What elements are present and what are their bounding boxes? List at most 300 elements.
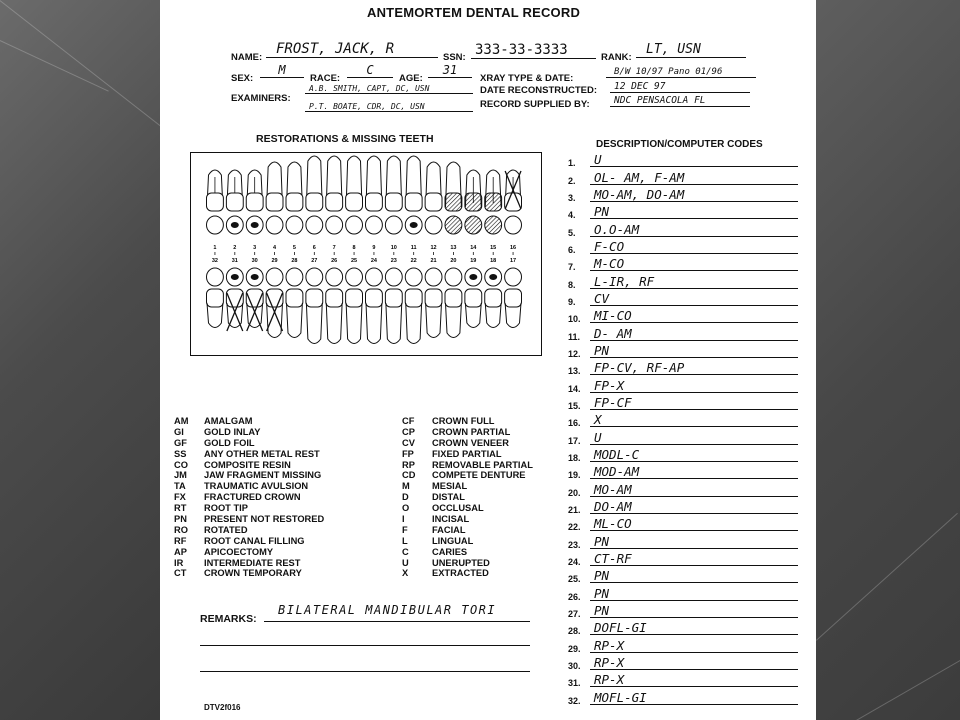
code-number: 26.	[568, 591, 581, 602]
upper-tooth-number: 15	[490, 245, 497, 251]
legend-row	[402, 525, 533, 536]
legend-row	[174, 525, 324, 536]
legend-code: X	[402, 568, 409, 579]
legend-code: CV	[402, 437, 415, 448]
code-value: OL- AM, F-AM	[594, 169, 685, 185]
legend-description: DISTAL	[432, 492, 465, 503]
code-value: M-CO	[594, 256, 625, 272]
legend-code: JM	[174, 470, 187, 481]
lower-tooth-number: 31	[231, 258, 238, 264]
upper-tooth-number: 4	[273, 245, 277, 251]
record-supplied-label: RECORD SUPPLIED BY:	[480, 99, 590, 110]
upper-tooth-number: 5	[292, 245, 296, 251]
lower-tooth-number: 17	[510, 258, 517, 264]
code-number: 2.	[568, 175, 576, 186]
legend-description: CARIES	[432, 546, 468, 557]
upper-tooth	[385, 156, 402, 234]
code-value: FP-X	[594, 377, 625, 393]
upper-tooth-number: 12	[430, 245, 437, 251]
legend-row	[402, 492, 533, 503]
code-row	[568, 689, 798, 706]
code-value: RP-X	[594, 655, 625, 671]
code-value: DOFL-GI	[594, 620, 647, 636]
race-value: C	[347, 63, 393, 78]
code-number: 3.	[568, 192, 576, 203]
legend-description: INTERMEDIATE REST	[204, 557, 301, 568]
code-value: D- AM	[594, 325, 632, 341]
legend-row	[174, 470, 324, 481]
lower-tooth	[465, 268, 482, 328]
code-row	[568, 394, 798, 411]
legend-row	[174, 558, 324, 569]
legend-row	[174, 492, 324, 503]
code-underline	[590, 600, 798, 601]
code-number: 8.	[568, 279, 576, 290]
rank-value: LT, USN	[636, 42, 746, 58]
legend-row	[174, 547, 324, 558]
lower-tooth	[346, 268, 363, 344]
legend-description: REMOVABLE PARTIAL	[432, 459, 533, 470]
code-number: 11.	[568, 331, 581, 342]
code-value: U	[594, 152, 602, 168]
legend-row	[402, 427, 533, 438]
code-number: 4.	[568, 210, 576, 221]
legend-code: AP	[174, 546, 187, 557]
remarks-line-1	[264, 621, 530, 622]
upper-tooth	[425, 162, 442, 234]
age-label: AGE:	[399, 73, 423, 84]
lower-tooth-number: 18	[490, 258, 497, 264]
code-row	[568, 359, 798, 376]
legend-description: FRACTURED CROWN	[204, 492, 301, 503]
date-reconstructed-label: DATE RECONSTRUCTED:	[480, 85, 597, 96]
legend-description: ROTATED	[204, 524, 248, 535]
legend-description: CROWN TEMPORARY	[204, 568, 302, 579]
code-row	[568, 428, 798, 445]
code-underline	[590, 582, 798, 583]
legend-code: FP	[402, 448, 414, 459]
code-value: MO-AM	[594, 481, 632, 497]
upper-tooth	[505, 170, 522, 234]
sex-label: SEX:	[231, 73, 254, 84]
legend-code: CF	[402, 416, 415, 426]
legend-description: AMALGAM	[204, 416, 253, 426]
legend-code: U	[402, 557, 409, 568]
ssn-value: 333-33-3333	[471, 42, 596, 59]
code-row	[568, 671, 798, 688]
decorative-line	[0, 40, 109, 92]
upper-tooth-number: 3	[253, 245, 257, 251]
dental-chart	[190, 152, 542, 356]
lower-tooth	[485, 268, 502, 328]
xray-value: B/W 10/97 Pano 01/96	[606, 67, 756, 78]
legend-row	[174, 460, 324, 471]
decorative-line	[856, 650, 960, 720]
lower-tooth	[306, 268, 323, 344]
legend-row	[402, 503, 533, 514]
code-value: MOFL-GI	[594, 689, 647, 705]
code-row	[568, 532, 798, 549]
legend-row	[174, 481, 324, 492]
code-row	[568, 376, 798, 393]
code-value: PN	[594, 603, 610, 619]
code-row	[568, 290, 798, 307]
code-row	[568, 151, 798, 168]
upper-tooth	[286, 162, 303, 234]
legend-row	[402, 449, 533, 460]
code-row	[568, 637, 798, 654]
legend-row	[174, 568, 324, 579]
upper-tooth	[226, 170, 243, 234]
lower-tooth-number: 22	[410, 258, 417, 264]
restorations-heading: RESTORATIONS & MISSING TEETH	[256, 133, 434, 145]
code-underline	[590, 218, 798, 219]
code-row	[568, 463, 798, 480]
lower-tooth	[326, 268, 343, 344]
legend-description: COMPOSITE RESIN	[204, 459, 291, 470]
code-number: 7.	[568, 262, 576, 273]
lower-tooth-number: 19	[470, 258, 477, 264]
lower-tooth-number: 29	[271, 258, 278, 264]
record-supplied-value: NDC PENSACOLA FL	[610, 95, 750, 107]
code-value: PN	[594, 585, 610, 601]
code-number: 21.	[568, 505, 581, 516]
codes-heading: DESCRIPTION/COMPUTER CODES	[596, 139, 763, 150]
legend-description: CROWN PARTIAL	[432, 426, 511, 437]
legend-description: ANY OTHER METAL REST	[204, 448, 320, 459]
upper-tooth	[266, 162, 283, 234]
lower-tooth	[425, 268, 442, 338]
upper-tooth-number: 14	[470, 245, 477, 251]
code-value: O.O-AM	[594, 221, 640, 237]
upper-tooth-number: 8	[352, 245, 356, 251]
code-underline	[590, 444, 798, 445]
code-row	[568, 203, 798, 220]
code-row	[568, 411, 798, 428]
upper-tooth-number: 2	[233, 245, 237, 251]
code-value: X	[594, 412, 602, 428]
legend-description: EXTRACTED	[432, 568, 489, 579]
code-value: CV	[594, 291, 610, 307]
code-value: MI-CO	[594, 308, 632, 324]
legend-row	[402, 470, 533, 481]
code-value: U	[594, 429, 602, 445]
code-number: 5.	[568, 227, 576, 238]
ssn-label: SSN:	[443, 52, 466, 63]
lower-tooth-number: 27	[311, 258, 318, 264]
code-number: 24.	[568, 557, 581, 568]
legend-code: CO	[174, 459, 188, 470]
legend-row	[402, 568, 533, 579]
upper-tooth	[246, 170, 263, 234]
code-row	[568, 480, 798, 497]
legend-code: C	[402, 546, 409, 557]
code-value: RP-X	[594, 637, 625, 653]
code-row	[568, 186, 798, 203]
legend-code: RF	[174, 535, 187, 546]
lower-tooth-number: 28	[291, 258, 298, 264]
code-value: MO-AM, DO-AM	[594, 186, 685, 202]
code-row	[568, 567, 798, 584]
code-underline	[590, 617, 798, 618]
legend-code: SS	[174, 448, 187, 459]
legend-description: CROWN FULL	[432, 416, 495, 426]
decorative-line	[0, 0, 160, 142]
lower-tooth	[405, 268, 422, 344]
code-value: PN	[594, 568, 610, 584]
upper-tooth-number: 11	[410, 245, 417, 251]
legend-description: INCISAL	[432, 514, 470, 525]
upper-tooth	[405, 156, 422, 234]
code-number: 19.	[568, 470, 581, 481]
code-value: PN	[594, 204, 610, 220]
code-value: RP-X	[594, 672, 625, 688]
code-value: F-CO	[594, 238, 625, 254]
code-number: 1.	[568, 158, 576, 169]
code-number: 29.	[568, 643, 581, 654]
code-number: 16.	[568, 418, 581, 429]
code-row	[568, 272, 798, 289]
age-value: 31	[428, 63, 472, 78]
lower-tooth	[366, 268, 383, 344]
legend-code: O	[402, 503, 410, 514]
remarks-value: BILATERAL MANDIBULAR TORI	[278, 603, 497, 617]
examiner-2: P.T. BOATE, CDR, DC, USN	[305, 102, 473, 112]
legend-row	[402, 536, 533, 547]
upper-tooth	[445, 162, 462, 234]
upper-tooth-number: 16	[510, 245, 517, 251]
code-underline	[590, 426, 798, 427]
legend-row	[402, 460, 533, 471]
decorative-line	[816, 513, 958, 641]
legend-code: I	[402, 514, 405, 525]
upper-tooth	[485, 170, 502, 234]
lower-tooth-number: 21	[430, 258, 437, 264]
code-value: MOD-AM	[594, 464, 640, 480]
lower-tooth-number: 20	[450, 258, 457, 264]
legend-code: L	[402, 535, 408, 546]
code-number: 13.	[568, 366, 581, 377]
legend-row	[174, 438, 324, 449]
upper-tooth-number: 13	[450, 245, 457, 251]
lower-tooth-number: 24	[370, 258, 377, 264]
lower-tooth-number: 32	[211, 258, 218, 264]
legend-code: GF	[174, 437, 187, 448]
legend-code: F	[402, 524, 408, 535]
legend-code: PN	[174, 514, 187, 525]
form-number: DTV2f016	[204, 703, 241, 712]
code-value: DO-AM	[594, 499, 632, 515]
code-number: 23.	[568, 539, 581, 550]
date-reconstructed-value: 12 DEC 97	[610, 81, 750, 93]
upper-tooth	[306, 156, 323, 234]
upper-tooth	[465, 170, 482, 234]
legend-description: JAW FRAGMENT MISSING	[204, 470, 322, 481]
lower-tooth	[505, 268, 522, 328]
remarks-label: REMARKS:	[200, 613, 257, 625]
code-underline	[590, 548, 798, 549]
legend-description: OCCLUSAL	[432, 503, 484, 514]
legend-row	[402, 481, 533, 492]
code-number: 22.	[568, 522, 581, 533]
lower-tooth	[385, 268, 402, 344]
legend-code: RT	[174, 503, 187, 514]
code-number: 6.	[568, 244, 576, 255]
legend-code: M	[402, 481, 410, 492]
legend-row	[402, 416, 533, 427]
remarks-line-3	[200, 671, 530, 672]
legend-row	[174, 427, 324, 438]
legend-code: CT	[174, 568, 187, 579]
legend-description: APICOECTOMY	[204, 546, 274, 557]
code-row	[568, 619, 798, 636]
teeth-diagram	[191, 153, 540, 354]
legend-description: TRAUMATIC AVULSION	[204, 481, 309, 492]
legend-row	[174, 449, 324, 460]
legend-row	[402, 438, 533, 449]
legend-code: RO	[174, 524, 188, 535]
code-number: 30.	[568, 661, 581, 672]
legend-row	[402, 547, 533, 558]
legend-code: TA	[174, 481, 186, 492]
code-value: PN	[594, 343, 610, 359]
lower-tooth-number: 25	[351, 258, 358, 264]
legend-description: PRESENT NOT RESTORED	[204, 514, 325, 525]
code-row	[568, 324, 798, 341]
code-row	[568, 168, 798, 185]
legend-description: GOLD INLAY	[204, 426, 261, 437]
legend-code: GI	[174, 426, 184, 437]
legend-description: COMPETE DENTURE	[432, 470, 526, 481]
code-underline	[590, 166, 798, 167]
dental-record-document	[160, 0, 816, 720]
examiner-1: A.B. SMITH, CAPT, DC, USN	[305, 84, 473, 94]
lower-tooth	[286, 268, 303, 338]
legend-code: AM	[174, 416, 189, 426]
legend-row	[174, 514, 324, 525]
legend-code: CP	[402, 426, 415, 437]
legend-description: CROWN VENEER	[432, 437, 509, 448]
upper-tooth-number: 1	[213, 245, 217, 251]
name-value: FROST, JACK, R	[266, 41, 438, 58]
code-number: 9.	[568, 297, 576, 308]
legend-description: FACIAL	[432, 524, 466, 535]
legend-code: CD	[402, 470, 416, 481]
xray-label: XRAY TYPE & DATE:	[480, 73, 574, 84]
lower-tooth	[226, 268, 243, 331]
lower-tooth	[266, 268, 283, 338]
lower-tooth-number: 26	[331, 258, 338, 264]
legend-row	[402, 514, 533, 525]
code-row	[568, 220, 798, 237]
code-number: 17.	[568, 435, 581, 446]
code-row	[568, 446, 798, 463]
code-number: 32.	[568, 695, 581, 706]
code-value: PN	[594, 533, 610, 549]
code-number: 20.	[568, 487, 581, 498]
slide-background-left	[0, 0, 160, 720]
legend-row	[174, 536, 324, 547]
code-row	[568, 515, 798, 532]
code-number: 14.	[568, 383, 581, 394]
code-number: 18.	[568, 453, 581, 464]
code-value: FP-CV, RF-AP	[594, 360, 685, 376]
code-value: ML-CO	[594, 516, 632, 532]
upper-tooth-number: 7	[332, 245, 336, 251]
legend-right	[402, 416, 533, 579]
upper-tooth	[346, 156, 363, 234]
rank-label: RANK:	[601, 52, 632, 63]
code-number: 10.	[568, 314, 581, 325]
upper-tooth	[326, 156, 343, 234]
slide-background-right	[816, 0, 960, 720]
code-row	[568, 585, 798, 602]
code-row	[568, 342, 798, 359]
lower-tooth-number: 30	[251, 258, 258, 264]
legend-description: LINGUAL	[432, 535, 474, 546]
code-value: CT-RF	[594, 551, 632, 567]
lower-tooth	[246, 268, 263, 331]
code-number: 12.	[568, 349, 581, 360]
examiners-label: EXAMINERS:	[231, 93, 291, 104]
code-value: FP-CF	[594, 395, 632, 411]
legend-code: D	[402, 492, 409, 503]
legend-row	[174, 416, 324, 427]
upper-tooth	[366, 156, 383, 234]
upper-tooth-number: 10	[390, 245, 397, 251]
legend-code: IR	[174, 557, 184, 568]
upper-tooth-number: 6	[312, 245, 316, 251]
code-row	[568, 654, 798, 671]
code-row	[568, 307, 798, 324]
legend-row	[174, 503, 324, 514]
legend-description: ROOT CANAL FILLING	[204, 535, 305, 546]
legend-code: FX	[174, 492, 186, 503]
legend-description: MESIAL	[432, 481, 468, 492]
code-row	[568, 498, 798, 515]
code-row	[568, 255, 798, 272]
lower-tooth	[445, 268, 462, 338]
code-number: 28.	[568, 626, 581, 637]
legend-code: RP	[402, 459, 415, 470]
legend-left	[174, 416, 324, 579]
code-number: 27.	[568, 609, 581, 620]
code-row	[568, 602, 798, 619]
upper-tooth-number: 9	[372, 245, 376, 251]
upper-tooth	[207, 170, 224, 234]
remarks-line-2	[200, 645, 530, 646]
sex-value: M	[260, 63, 304, 78]
code-underline	[590, 305, 798, 306]
document-title: ANTEMORTEM DENTAL RECORD	[367, 5, 581, 20]
legend-description: GOLD FOIL	[204, 437, 255, 448]
lower-tooth-number: 23	[390, 258, 397, 264]
name-label: NAME:	[231, 52, 263, 63]
legend-description: FIXED PARTIAL	[432, 448, 502, 459]
legend-row	[402, 558, 533, 569]
legend-description: ROOT TIP	[204, 503, 248, 514]
legend-description: UNERUPTED	[432, 557, 490, 568]
code-value: MODL-C	[594, 447, 640, 463]
code-row	[568, 238, 798, 255]
code-number: 25.	[568, 574, 581, 585]
code-number: 31.	[568, 678, 581, 689]
lower-tooth	[207, 268, 224, 328]
race-label: RACE:	[310, 73, 341, 84]
code-value: L-IR, RF	[594, 273, 655, 289]
code-number: 15.	[568, 401, 581, 412]
code-row	[568, 550, 798, 567]
